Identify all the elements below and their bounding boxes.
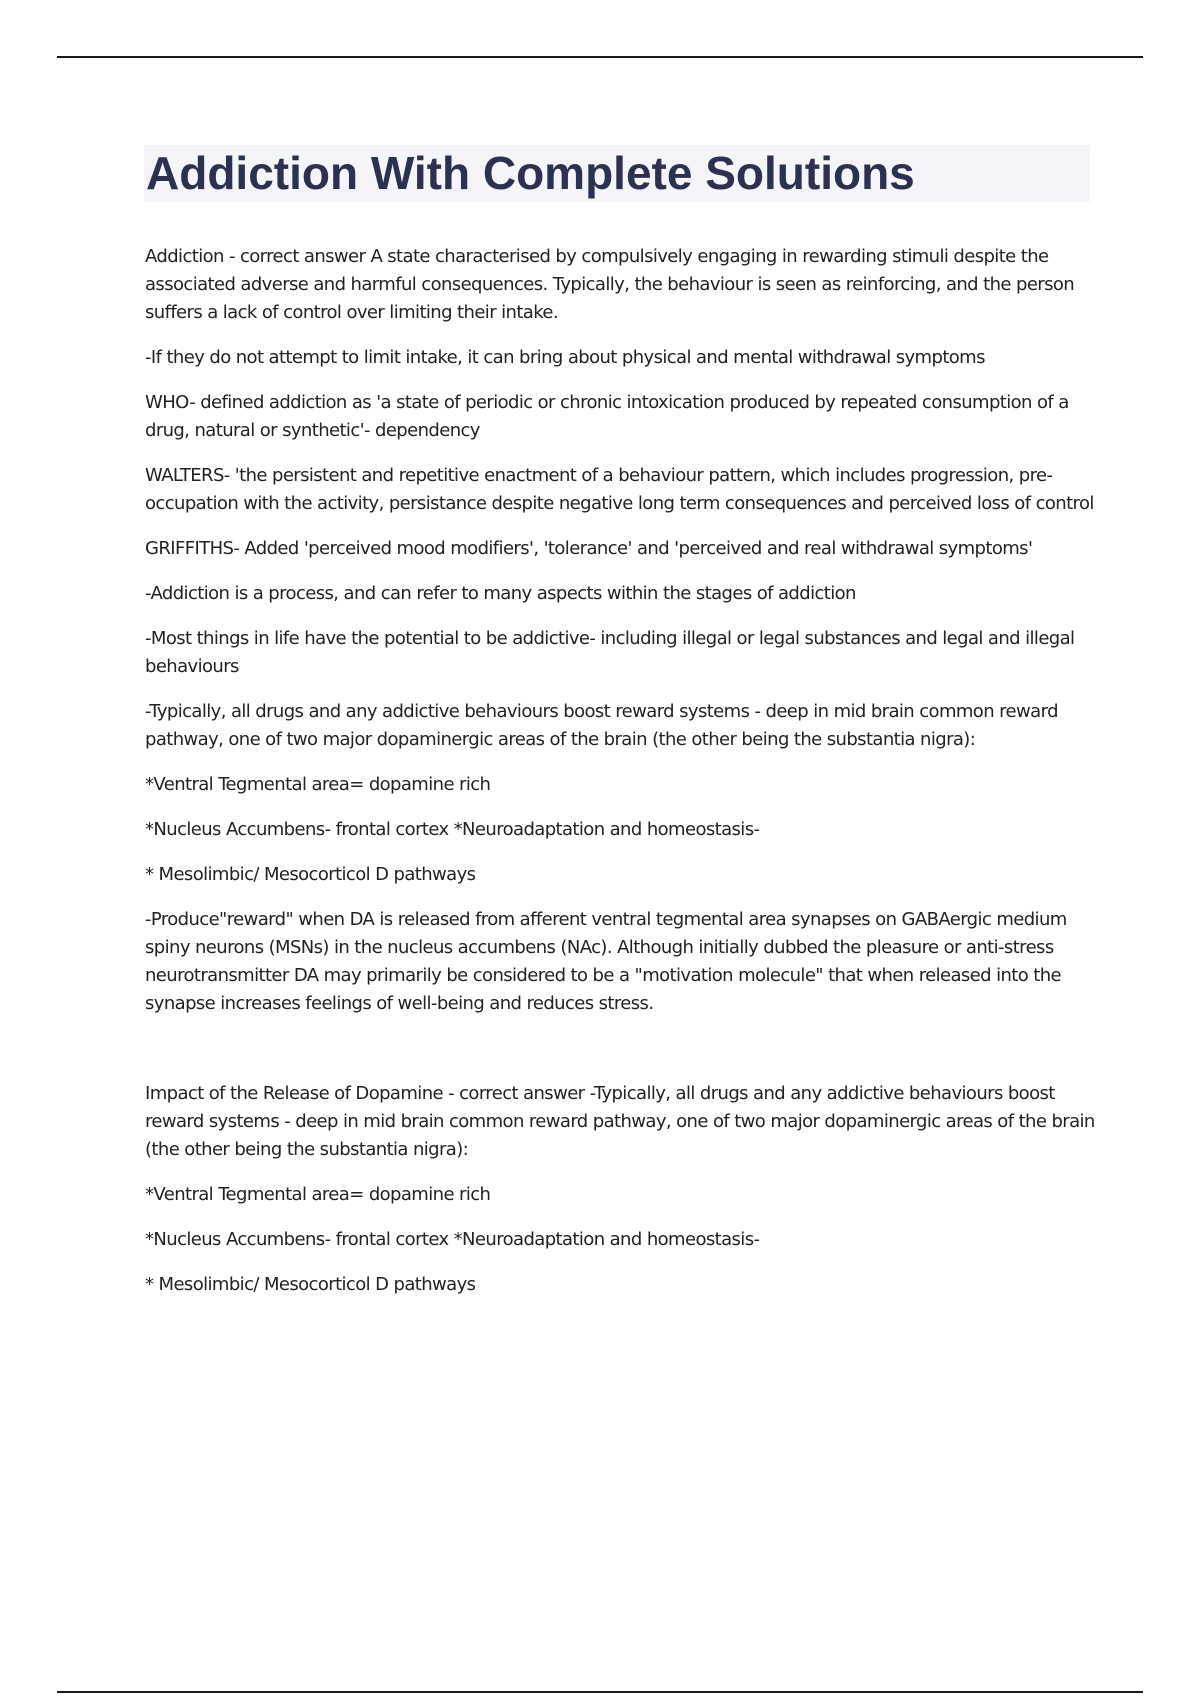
bullet-mesolimbic-2: * Mesolimbic/ Mesocorticol D pathways — [145, 1274, 476, 1295]
paragraph-reward-systems: -Typically, all drugs and any addictive behaviours boost reward systems - deep in mid brain common reward pathway, one of two major dopaminergic areas of the brain (the other being the substantia nigra): — [145, 701, 1058, 750]
bottom-divider — [57, 1691, 1143, 1693]
bullet-nucleus-accumbens: *Nucleus Accumbens- frontal cortex *Neuroadaptation and homeostasis- — [145, 819, 760, 840]
paragraph-dopamine-impact: Impact of the Release of Dopamine - correct answer -Typically, all drugs and any addictive behaviours boost reward systems - deep in mid brain common reward pathway, one of two major dopaminergic areas of the brain (the other being the substantia nigra): — [145, 1083, 1095, 1160]
bullet-mesolimbic: * Mesolimbic/ Mesocorticol D pathways — [145, 864, 476, 885]
bullet-nucleus-accumbens-2: *Nucleus Accumbens- frontal cortex *Neuroadaptation and homeostasis- — [145, 1229, 760, 1250]
document-title: Addiction With Complete Solutions — [146, 147, 915, 199]
paragraph-addiction-definition: Addiction - correct answer A state characterised by compulsively engaging in rewarding stimuli despite the associated adverse and harmful consequences. Typically, the behaviour is seen as reinforcing, and the person suffers a lack of control over limiting their intake. — [145, 246, 1075, 323]
paragraph-addiction-process: -Addiction is a process, and can refer to many aspects within the stages of addiction — [145, 583, 856, 604]
paragraph-who-definition: WHO- defined addiction as 'a state of periodic or chronic intoxication produced by repeated consumption of a drug, natural or synthetic'- dependency — [145, 392, 1069, 441]
document-body — [145, 243, 1095, 1316]
paragraph-walters-definition: WALTERS- 'the persistent and repetitive enactment of a behaviour pattern, which includes progression, pre-occupation with the activity, persistance despite negative long term consequences and perceived loss of control — [145, 465, 1094, 514]
bullet-ventral-tegmental-2: *Ventral Tegmental area= dopamine rich — [145, 1184, 491, 1205]
paragraph-produce-reward: -Produce"reward" when DA is released from afferent ventral tegmental area synapses on GABAergic medium spiny neurons (MSNs) in the nucleus accumbens (NAc). Although initially dubbed the pleasure or anti-stress neurotransmitter DA may primarily be considered to be a "motivation molecule" that when released into the synapse increases feelings of well-being and reduces stress. — [145, 909, 1067, 1014]
paragraph-withdrawal: -If they do not attempt to limit intake, it can bring about physical and mental withdrawal symptoms — [145, 347, 985, 368]
bullet-ventral-tegmental: *Ventral Tegmental area= dopamine rich — [145, 774, 491, 795]
top-divider — [57, 56, 1143, 58]
paragraph-griffiths-definition: GRIFFITHS- Added 'perceived mood modifiers', 'tolerance' and 'perceived and real withdrawal symptoms' — [145, 538, 1033, 559]
paragraph-potential-addictive: -Most things in life have the potential to be addictive- including illegal or legal substances and legal and illegal behaviours — [145, 628, 1075, 677]
